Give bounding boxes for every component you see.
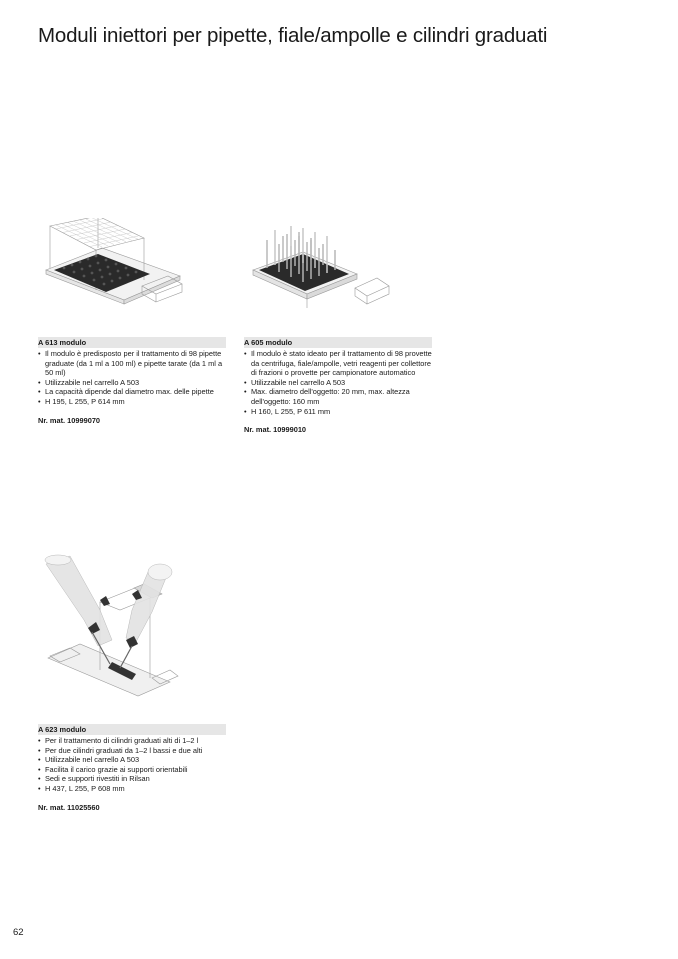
product-name: A 623 modulo [38,724,226,735]
product-bullet: • Facilita il carico grazie ai supporti orientabili [38,765,226,775]
product-bullet: • Il modulo è predisposto per il trattamento di 98 pipette graduate (da 1 ml a 100 ml) e pipette tarate (da 1 ml a 50 ml) [38,349,226,378]
material-number: Nr. mat. 10999010 [244,425,307,435]
product-name: A 605 modulo [244,337,432,348]
product-name: A 613 modulo [38,337,226,348]
material-number: Nr. mat. 10999070 [38,415,101,425]
product-a605 [244,337,432,435]
page-number: 62 [13,927,24,938]
a623-module-illustration [40,550,185,700]
product-bullet-list [38,349,226,407]
product-bullet: • Il modulo è stato ideato per il trattamento di 98 provette da centrifuga, fiale/ampolle, vetri reagenti per collettore di frazioni o provette per campionatore automatico [244,349,432,378]
a613-module-illustration [40,218,190,318]
product-bullet: • La capacità dipende dal diametro max. delle pipette [38,387,226,397]
material-number: Nr. mat. 11025560 [38,802,100,812]
product-bullet-list [38,736,226,794]
product-a623 [38,724,226,812]
product-bullet: • Per due cilindri graduati da 1–2 l bassi e due alti [38,746,226,756]
product-bullet: • H 437, L 255, P 608 mm [38,784,226,794]
a605-module-illustration [245,222,390,322]
product-bullet-list [244,349,432,416]
product-bullet: • H 160, L 255, P 611 mm [244,407,432,417]
product-a613 [38,337,226,425]
product-bullet: • Max. diametro dell'oggetto: 20 mm, max. altezza dell'oggetto: 160 mm [244,387,432,406]
product-bullet: • Per il trattamento di cilindri graduati alti di 1–2 l [38,736,226,746]
product-bullet: • Utilizzabile nel carrello A 503 [38,755,226,765]
product-bullet: • Sedi e supporti rivestiti in Rilsan [38,774,226,784]
product-bullet: • H 195, L 255, P 614 mm [38,397,226,407]
page-title: Moduli iniettori per pipette, fiale/ampolle e cilindri graduati [38,24,548,47]
product-bullet: • Utilizzabile nel carrello A 503 [244,378,432,388]
product-bullet: • Utilizzabile nel carrello A 503 [38,378,226,388]
